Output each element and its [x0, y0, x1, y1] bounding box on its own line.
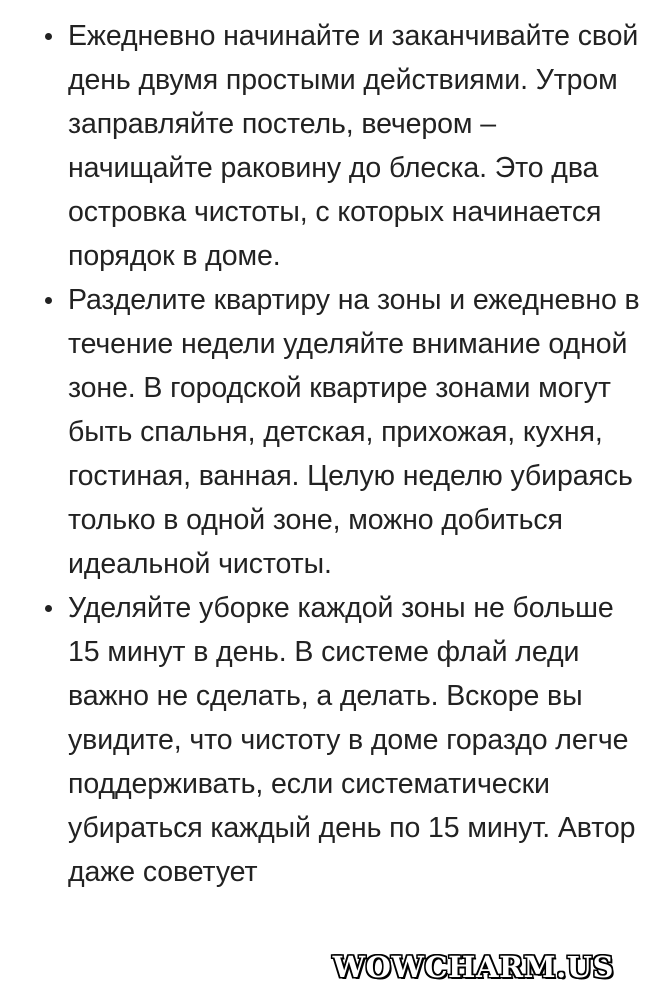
watermark: WOWCHARM.US — [332, 950, 614, 984]
bullet-dot-icon — [45, 605, 52, 612]
bullet-dot-icon — [45, 33, 52, 40]
bullet-dot-icon — [45, 297, 52, 304]
list-item — [0, 586, 650, 894]
list-item-text: Ежедневно начинайте и заканчивайте свой день двумя простыми действиями. Утром заправляйте постель, вечером – начищайте раковину до блеска. Это два островка чистоты, с которых начинается порядок в доме. — [68, 20, 639, 272]
list-item-text: Разделите квартиру на зоны и ежедневно в течение недели уделяйте внимание одной зоне. В городской квартире зонами могут быть спальня, детская, прихожая, кухня, гостиная, ванная. Целую неделю убираясь только в одной зоне, можно добиться идеальной чистоты. — [68, 284, 640, 580]
list-item-text: Уделяйте уборке каждой зоны не больше 15 минут в день. В системе флай леди важно не сделать, а делать. Вскоре вы увидите, что чистоту в доме гораздо легче поддерживать, если систематически убираться каждый день по 15 минут. Автор даже советует — [68, 592, 636, 888]
list-item — [0, 278, 650, 586]
list-item — [0, 14, 650, 278]
